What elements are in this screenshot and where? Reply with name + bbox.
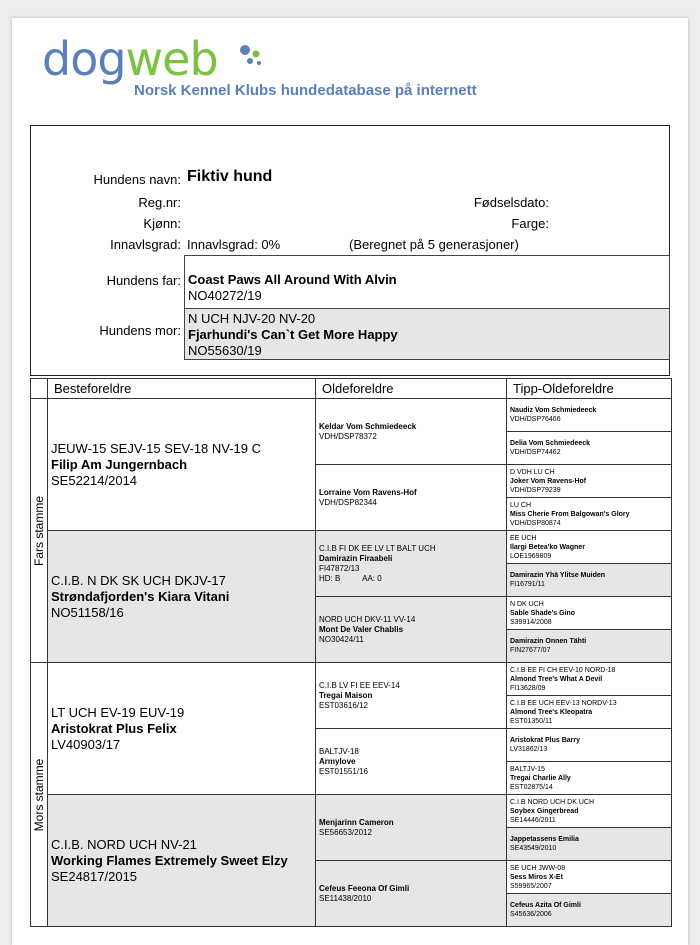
gp-reg: SE52214/2014 (51, 472, 138, 488)
gg-reg: LOE1969809 (510, 552, 552, 560)
header-corner (31, 379, 48, 399)
grandparent-cell[interactable] (48, 399, 316, 531)
gg-name: Sable Shade's Gino (510, 609, 576, 617)
gg-name: Joker Vom Ravens-Hof (510, 477, 587, 485)
gg-name: Tregai Charlie Ally (510, 774, 571, 782)
gg-name: Almond Tree's Kleopatra (510, 708, 593, 716)
great-cell[interactable] (316, 399, 507, 465)
gg-reg: VDH/DSP80874 (510, 519, 561, 527)
side-mother: Mors stamme (31, 663, 48, 927)
gp-name: Aristokrat Plus Felix (51, 720, 177, 736)
gp-name: Strøndafjorden's Kiara Vitani (51, 588, 230, 604)
gg-reg: S39914/2008 (510, 618, 552, 626)
gg-reg: FI13628/09 (510, 684, 546, 692)
great-reg: EST01551/16 (319, 766, 368, 776)
logo-web: web (125, 32, 218, 86)
great-cell[interactable] (316, 795, 507, 861)
father-label: Hundens far: (106, 273, 181, 288)
great-cell[interactable] (316, 597, 507, 663)
gg-name: Cefeus Azita Of Gimli (510, 902, 581, 909)
grandparent-cell[interactable] (48, 531, 316, 663)
inbreeding-note: (Beregnet på 5 generasjoner) (349, 237, 519, 252)
gp-name: Working Flames Extremely Sweet Elzy (51, 852, 288, 868)
greatgreat-cell[interactable] (507, 399, 672, 432)
mother-label: Hundens mor: (99, 323, 181, 338)
pedigree-table (30, 378, 672, 927)
gg-name: Damirazin Yhä Ylitse Muiden (510, 572, 606, 579)
great-titles: C.I.B FI DK EE LV LT BALT UCH (319, 543, 436, 553)
name-label: Hundens navn: (93, 172, 181, 187)
gg-name: Miss Cherie From Balgowan's Glory (510, 510, 630, 518)
great-cell[interactable] (316, 861, 507, 927)
gg-reg: EST01350/11 (510, 717, 553, 725)
gg-reg: VDH/DSP76466 (510, 416, 561, 423)
gg-reg: FI16791/11 (510, 581, 545, 588)
gp-titles: LT UCH EV-19 EUV-19 (51, 704, 185, 720)
great-cell[interactable] (316, 663, 507, 729)
gg-titles: EE UCH (510, 534, 537, 542)
gg-titles: D VDH LU CH (510, 468, 555, 476)
gg-name: Jappetassens Emilia (510, 836, 579, 843)
header-great: Oldeforeldre (316, 379, 507, 399)
gp-titles: JEUW-15 SEJV-15 SEV-18 NV-19 C (51, 440, 262, 456)
gg-titles: LU CH (510, 501, 532, 509)
birth-label: Fødselsdato: (473, 195, 549, 210)
great-reg: SE56653/2012 (319, 827, 372, 837)
mother-name: Fjarhundi's Can`t Get More Happy (188, 327, 398, 342)
gg-reg: S59965/2007 (510, 882, 552, 890)
gg-reg: FIN27677/07 (510, 647, 551, 654)
gp-titles: C.I.B. N DK SK UCH DKJV-17 (51, 572, 226, 588)
great-cell[interactable] (316, 465, 507, 531)
logo-dog: dog (42, 32, 126, 86)
great-name: Lorraine Vom Ravens-Hof (319, 487, 417, 497)
inbreeding-value: Innavlsgrad: 0% (187, 237, 281, 252)
great-name: Armylove (319, 756, 356, 766)
great-name: Cefeus Feeona Of Gimli (319, 883, 410, 893)
inbreeding-label: Innavlsgrad: (110, 237, 181, 252)
gg-titles: N DK UCH (510, 600, 544, 608)
greatgreat-cell[interactable] (507, 663, 672, 696)
side-father: Fars stamme (31, 399, 48, 663)
greatgreat-cell[interactable] (507, 465, 672, 498)
gg-name: Naudiz Vom Schmiedeeck (510, 407, 597, 414)
great-name: Mont De Valer Chablis (319, 624, 404, 634)
great-reg: FI47872/13 (319, 563, 360, 573)
great-titles: NORD UCH DKV-11 VV-14 (319, 614, 416, 624)
gg-reg: VDH/DSP74462 (510, 449, 561, 456)
gg-reg: S45636/2006 (510, 911, 552, 918)
logo-subtitle: Norsk Kennel Klubs hundedatabase på internett (134, 82, 477, 99)
greatgreat-cell[interactable] (507, 696, 672, 729)
gg-name: Soybex Gingerbread (510, 807, 579, 815)
great-name: Damirazin Firaabeli (319, 553, 393, 563)
great-reg: EST03616/12 (319, 700, 368, 710)
gg-reg: SE43549/2010 (510, 845, 557, 852)
greatgreat-cell[interactable] (507, 861, 672, 894)
gg-titles: C.I.B EE FI CH EEV-10 NORD-18 (510, 666, 616, 674)
grandparent-cell[interactable] (48, 795, 316, 927)
gg-reg: VDH/DSP79239 (510, 486, 561, 494)
gp-titles: C.I.B. NORD UCH NV-21 (51, 836, 197, 852)
gp-reg: LV40903/17 (51, 736, 121, 752)
gg-name: Almond Tree's What A Devil (510, 675, 603, 683)
greatgreat-cell[interactable] (507, 894, 672, 927)
greatgreat-cell[interactable] (507, 795, 672, 828)
greatgreat-cell[interactable] (507, 630, 672, 663)
gg-name: Ilargi Betea'ko Wagner (510, 543, 585, 551)
great-name: Tregai Maison (319, 690, 373, 700)
greatgreat-cell[interactable] (507, 531, 672, 564)
reg-label: Reg.nr: (138, 195, 181, 210)
grandparent-cell[interactable] (48, 663, 316, 795)
mother-box[interactable] (184, 308, 670, 360)
great-cell[interactable] (316, 729, 507, 795)
gp-reg: NO51158/16 (51, 604, 124, 620)
gp-reg: SE24817/2015 (51, 868, 138, 884)
father-name: Coast Paws All Around With Alvin (188, 272, 397, 287)
logo-dots-icon (236, 42, 266, 70)
greatgreat-cell[interactable] (507, 762, 672, 795)
greatgreat-cell[interactable] (507, 597, 672, 630)
greatgreat-cell[interactable] (507, 498, 672, 531)
gg-name: Delia Vom Schmiedeeck (510, 440, 591, 447)
mother-titles: N UCH NJV-20 NV-20 (188, 311, 316, 326)
gg-titles: SE UCH JWW-08 (510, 864, 566, 872)
sex-label: Kjønn: (143, 216, 181, 231)
greatgreat-cell[interactable] (507, 828, 672, 861)
great-titles: BALTJV-18 (319, 746, 359, 756)
gg-name: Damirazin Onnen Tähti (510, 638, 587, 645)
logo-text (42, 32, 218, 86)
gg-titles: BALTJV-15 (510, 765, 545, 773)
mother-reg: NO55630/19 (188, 343, 262, 358)
great-name: Keldar Vom Schmiedeeck (319, 421, 417, 431)
great-reg: VDH/DSP78372 (319, 431, 377, 441)
great-name: Menjarinn Cameron (319, 817, 394, 827)
greatgreat-cell[interactable] (507, 729, 672, 762)
gg-reg: LV31862/13 (510, 746, 548, 753)
great-extra: HD: B AA: 0 (319, 573, 382, 583)
gg-titles: C.I.B EE UCH EEV-13 NORDV-13 (510, 699, 617, 707)
gg-name: Aristokrat Plus Barry (510, 737, 581, 744)
gp-name: Filip Am Jungernbach (51, 456, 188, 472)
great-reg: NO30424/11 (319, 634, 364, 644)
great-reg: VDH/DSP82344 (319, 497, 377, 507)
header-grandparents: Besteforeldre (48, 379, 316, 399)
header-greatgreat: Tipp-Oldeforeldre (507, 379, 672, 399)
gg-titles: C.I.B NORD UCH DK UCH (510, 798, 595, 806)
greatgreat-cell[interactable] (507, 432, 672, 465)
father-box[interactable] (184, 255, 670, 309)
dog-name: Fiktiv hund (187, 168, 273, 185)
greatgreat-cell[interactable] (507, 564, 672, 597)
great-titles: C.I.B LV FI EE EEV-14 (319, 680, 400, 690)
color-label: Farge: (511, 216, 549, 231)
gg-name: Sess Miros X-Et (510, 873, 563, 881)
father-reg: NO40272/19 (188, 288, 262, 303)
great-cell[interactable] (316, 531, 507, 597)
great-reg: SE11438/2010 (319, 893, 372, 903)
gg-reg: EST02875/14 (510, 783, 553, 791)
gg-reg: SE14446/2011 (510, 816, 556, 824)
dogweb-logo[interactable] (42, 32, 477, 99)
